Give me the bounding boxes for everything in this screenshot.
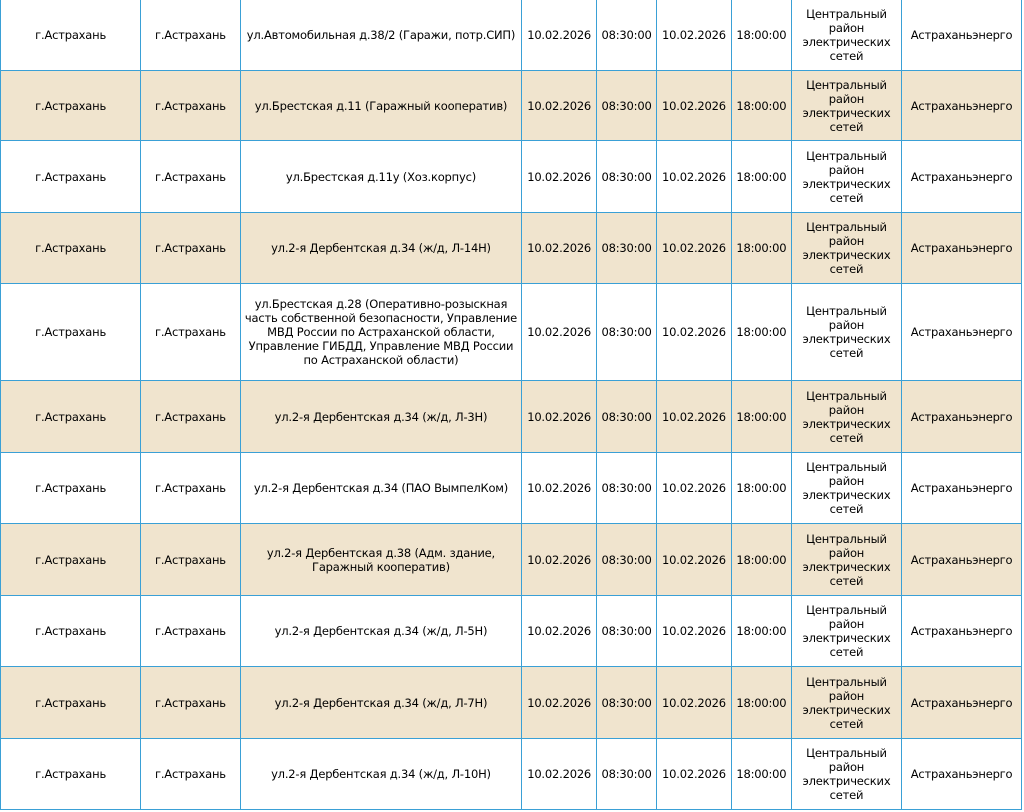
address-cell: ул.Брестская д.11у (Хоз.корпус) xyxy=(240,141,521,213)
start-time-cell: 08:30:00 xyxy=(597,739,657,810)
start-time-cell: 08:30:00 xyxy=(597,213,657,284)
district-cell: Центральный район электрических сетей xyxy=(791,453,901,524)
end-date-cell: 10.02.2026 xyxy=(657,524,732,596)
start-date-cell: 10.02.2026 xyxy=(522,213,597,284)
organization-cell: Астраханьэнерго xyxy=(902,524,1022,596)
settlement-cell: г.Астрахань xyxy=(141,284,241,381)
settlement-cell: г.Астрахань xyxy=(141,71,241,141)
address-cell: ул.2-я Дербентская д.38 (Адм. здание, Гаражный кооператив) xyxy=(240,524,521,596)
end-date-cell: 10.02.2026 xyxy=(657,596,732,667)
end-date-cell: 10.02.2026 xyxy=(657,141,732,213)
end-time-cell: 18:00:00 xyxy=(731,213,791,284)
city-cell: г.Астрахань xyxy=(1,141,141,213)
address-cell: ул.Брестская д.11 (Гаражный кооператив) xyxy=(240,71,521,141)
city-cell: г.Астрахань xyxy=(1,667,141,739)
end-date-cell: 10.02.2026 xyxy=(657,0,732,71)
organization-cell: Астраханьэнерго xyxy=(902,284,1022,381)
end-time-cell: 18:00:00 xyxy=(731,453,791,524)
address-cell: ул.2-я Дербентская д.34 (ж/д, Л-5Н) xyxy=(240,596,521,667)
end-date-cell: 10.02.2026 xyxy=(657,667,732,739)
end-time-cell: 18:00:00 xyxy=(731,524,791,596)
start-time-cell: 08:30:00 xyxy=(597,524,657,596)
city-cell: г.Астрахань xyxy=(1,596,141,667)
city-cell: г.Астрахань xyxy=(1,453,141,524)
address-cell: ул.2-я Дербентская д.34 (ПАО ВымпелКом) xyxy=(240,453,521,524)
organization-cell: Астраханьэнерго xyxy=(902,596,1022,667)
settlement-cell: г.Астрахань xyxy=(141,596,241,667)
address-cell: ул.Автомобильная д.38/2 (Гаражи, потр.СИП) xyxy=(240,0,521,71)
district-cell: Центральный район электрических сетей xyxy=(791,284,901,381)
end-date-cell: 10.02.2026 xyxy=(657,453,732,524)
end-date-cell: 10.02.2026 xyxy=(657,739,732,810)
district-cell: Центральный район электрических сетей xyxy=(791,739,901,810)
start-time-cell: 08:30:00 xyxy=(597,284,657,381)
end-time-cell: 18:00:00 xyxy=(731,141,791,213)
address-cell: ул.Брестская д.28 (Оперативно-розыскная часть собственной безопасности, Управление МВД России по Астраханской области, Управление ГИБДД, Управление МВД России по Астраханской области) xyxy=(240,284,521,381)
end-time-cell: 18:00:00 xyxy=(731,284,791,381)
city-cell: г.Астрахань xyxy=(1,284,141,381)
end-time-cell: 18:00:00 xyxy=(731,381,791,453)
district-cell: Центральный район электрических сетей xyxy=(791,0,901,71)
start-time-cell: 08:30:00 xyxy=(597,0,657,71)
start-time-cell: 08:30:00 xyxy=(597,141,657,213)
city-cell: г.Астрахань xyxy=(1,524,141,596)
settlement-cell: г.Астрахань xyxy=(141,381,241,453)
settlement-cell: г.Астрахань xyxy=(141,213,241,284)
organization-cell: Астраханьэнерго xyxy=(902,213,1022,284)
settlement-cell: г.Астрахань xyxy=(141,667,241,739)
address-cell: ул.2-я Дербентская д.34 (ж/д, Л-3Н) xyxy=(240,381,521,453)
settlement-cell: г.Астрахань xyxy=(141,739,241,810)
table-row xyxy=(1,667,1022,739)
district-cell: Центральный район электрических сетей xyxy=(791,213,901,284)
table-body xyxy=(1,0,1022,810)
end-date-cell: 10.02.2026 xyxy=(657,71,732,141)
end-time-cell: 18:00:00 xyxy=(731,667,791,739)
start-date-cell: 10.02.2026 xyxy=(522,667,597,739)
table-row xyxy=(1,739,1022,810)
district-cell: Центральный район электрических сетей xyxy=(791,71,901,141)
table-row xyxy=(1,71,1022,141)
end-time-cell: 18:00:00 xyxy=(731,596,791,667)
start-date-cell: 10.02.2026 xyxy=(522,596,597,667)
end-time-cell: 18:00:00 xyxy=(731,739,791,810)
organization-cell: Астраханьэнерго xyxy=(902,71,1022,141)
city-cell: г.Астрахань xyxy=(1,381,141,453)
district-cell: Центральный район электрических сетей xyxy=(791,667,901,739)
start-time-cell: 08:30:00 xyxy=(597,667,657,739)
start-date-cell: 10.02.2026 xyxy=(522,284,597,381)
address-cell: ул.2-я Дербентская д.34 (ж/д, Л-7Н) xyxy=(240,667,521,739)
organization-cell: Астраханьэнерго xyxy=(902,667,1022,739)
start-time-cell: 08:30:00 xyxy=(597,453,657,524)
settlement-cell: г.Астрахань xyxy=(141,0,241,71)
table-row xyxy=(1,141,1022,213)
end-time-cell: 18:00:00 xyxy=(731,0,791,71)
city-cell: г.Астрахань xyxy=(1,0,141,71)
city-cell: г.Астрахань xyxy=(1,213,141,284)
start-time-cell: 08:30:00 xyxy=(597,381,657,453)
table-row xyxy=(1,0,1022,71)
district-cell: Центральный район электрических сетей xyxy=(791,596,901,667)
table-row xyxy=(1,381,1022,453)
start-date-cell: 10.02.2026 xyxy=(522,141,597,213)
city-cell: г.Астрахань xyxy=(1,71,141,141)
start-date-cell: 10.02.2026 xyxy=(522,524,597,596)
settlement-cell: г.Астрахань xyxy=(141,453,241,524)
table-row xyxy=(1,284,1022,381)
table-row xyxy=(1,213,1022,284)
end-date-cell: 10.02.2026 xyxy=(657,381,732,453)
start-date-cell: 10.02.2026 xyxy=(522,71,597,141)
address-cell: ул.2-я Дербентская д.34 (ж/д, Л-10Н) xyxy=(240,739,521,810)
city-cell: г.Астрахань xyxy=(1,739,141,810)
end-time-cell: 18:00:00 xyxy=(731,71,791,141)
table-row xyxy=(1,596,1022,667)
district-cell: Центральный район электрических сетей xyxy=(791,381,901,453)
settlement-cell: г.Астрахань xyxy=(141,141,241,213)
start-date-cell: 10.02.2026 xyxy=(522,739,597,810)
table-row xyxy=(1,524,1022,596)
start-time-cell: 08:30:00 xyxy=(597,71,657,141)
district-cell: Центральный район электрических сетей xyxy=(791,141,901,213)
end-date-cell: 10.02.2026 xyxy=(657,213,732,284)
start-date-cell: 10.02.2026 xyxy=(522,381,597,453)
organization-cell: Астраханьэнерго xyxy=(902,739,1022,810)
end-date-cell: 10.02.2026 xyxy=(657,284,732,381)
table-row xyxy=(1,453,1022,524)
organization-cell: Астраханьэнерго xyxy=(902,141,1022,213)
organization-cell: Астраханьэнерго xyxy=(902,453,1022,524)
settlement-cell: г.Астрахань xyxy=(141,524,241,596)
address-cell: ул.2-я Дербентская д.34 (ж/д, Л-14Н) xyxy=(240,213,521,284)
district-cell: Центральный район электрических сетей xyxy=(791,524,901,596)
organization-cell: Астраханьэнерго xyxy=(902,381,1022,453)
start-date-cell: 10.02.2026 xyxy=(522,0,597,71)
start-time-cell: 08:30:00 xyxy=(597,596,657,667)
organization-cell: Астраханьэнерго xyxy=(902,0,1022,71)
start-date-cell: 10.02.2026 xyxy=(522,453,597,524)
